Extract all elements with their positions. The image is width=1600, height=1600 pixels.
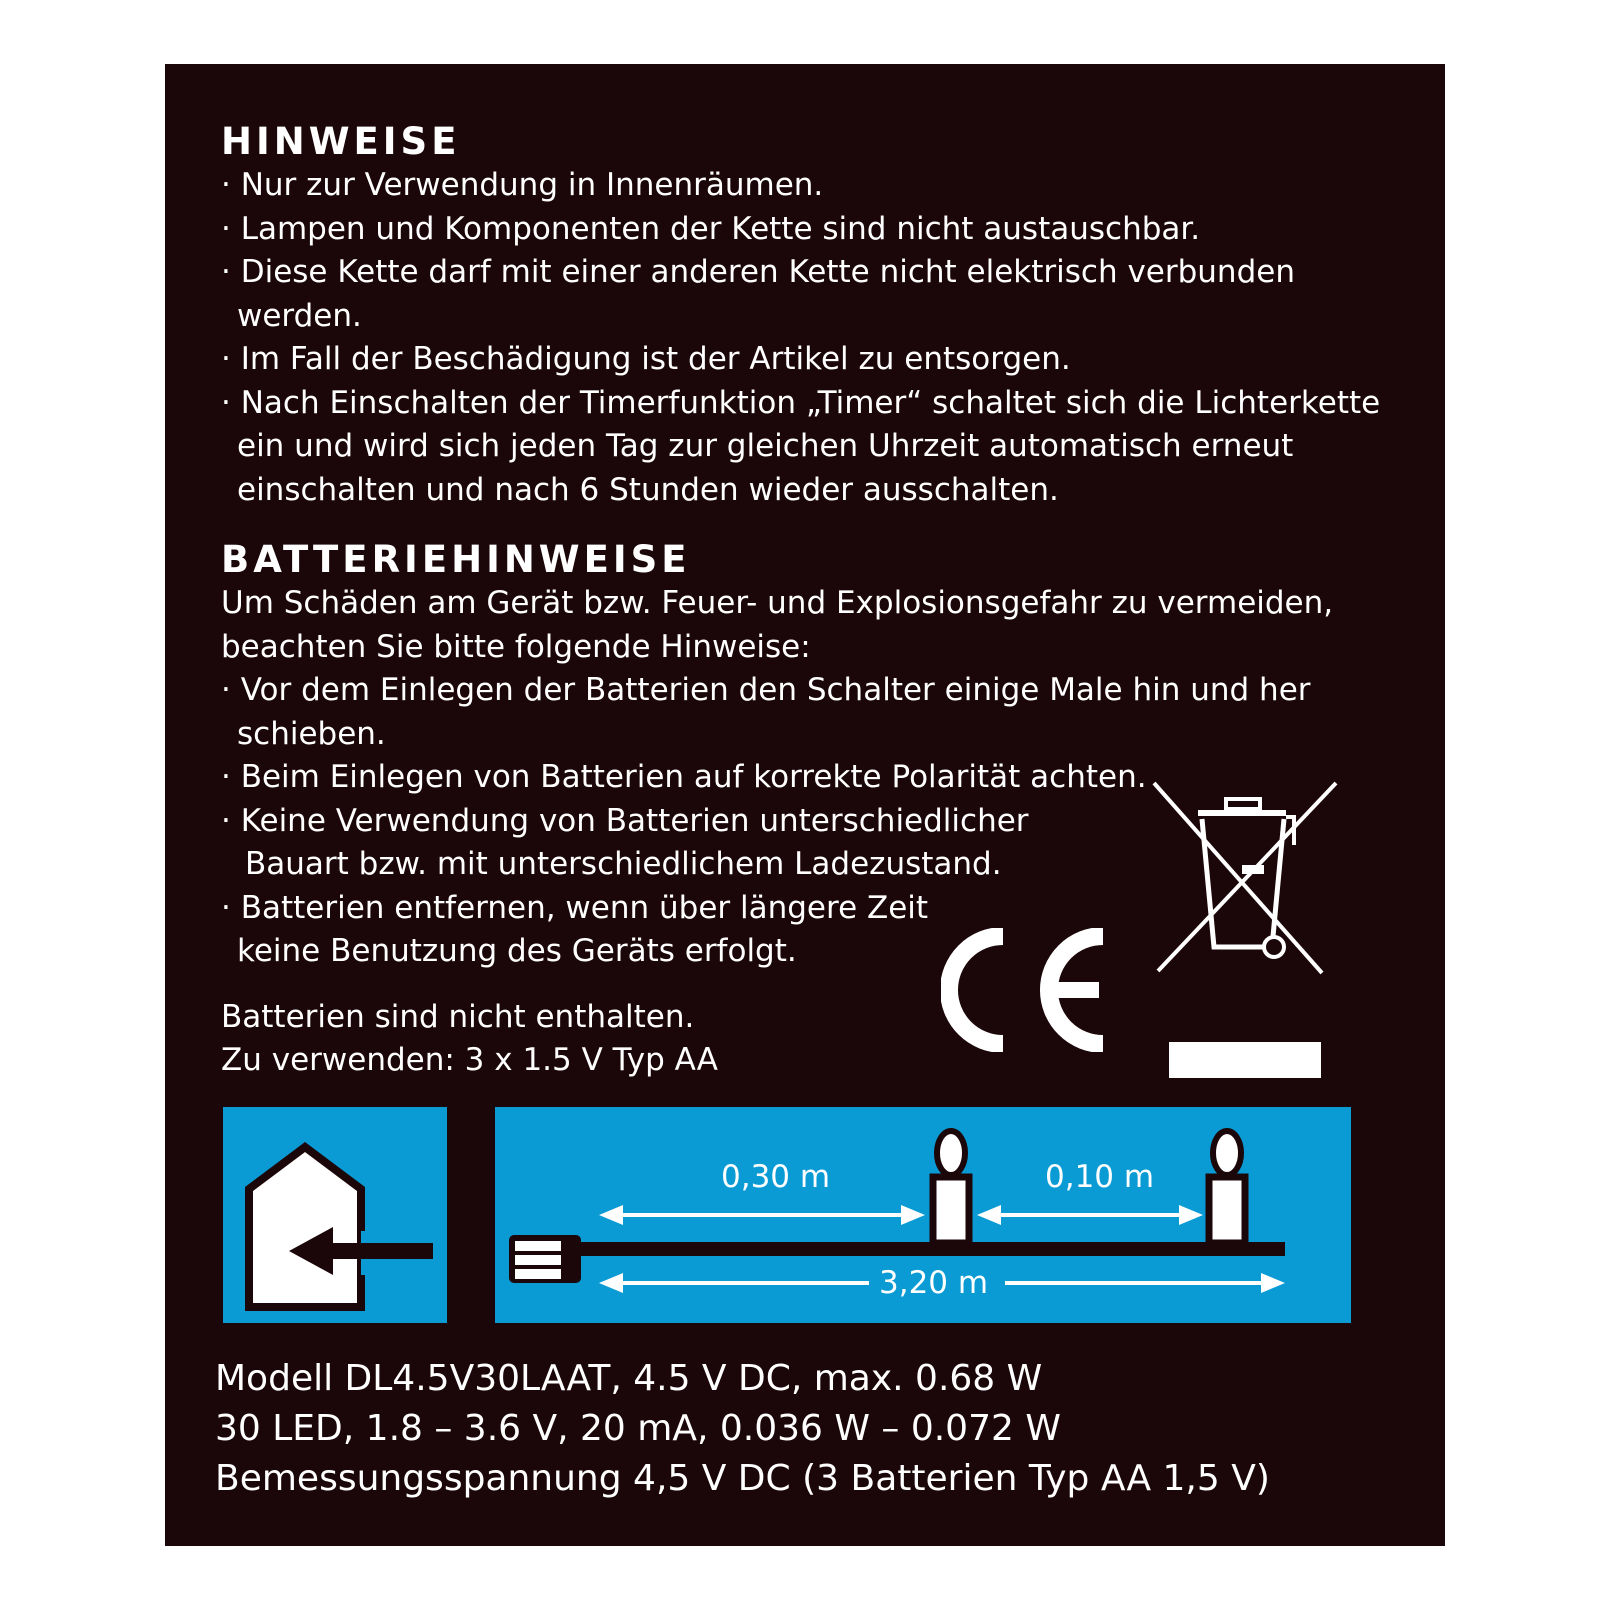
battery-line: · Beim Einlegen von Batterien auf korrekte Polarität achten.: [221, 759, 1147, 795]
notes-line: · Diese Kette darf mit einer anderen Kette nicht elektrisch verbunden: [221, 254, 1295, 290]
battery-line: · Vor dem Einlegen der Batterien den Schalter einige Male hin und her: [221, 672, 1311, 708]
bin-bar-icon: [1169, 1042, 1321, 1078]
notes-line: werden.: [237, 297, 362, 334]
distance-first-arrow: [599, 1205, 925, 1225]
notes-line: ein und wird sich jeden Tag zur gleichen Uhrzeit automatisch erneut: [237, 428, 1294, 464]
indoor-use-icon: [223, 1107, 447, 1323]
notes-line: · Lampen und Komponenten der Kette sind nicht austauschbar.: [221, 210, 1201, 247]
battery-intro: Um Schäden am Gerät bzw. Feuer- und Explosionsgefahr zu vermeiden,: [221, 585, 1334, 621]
battery-line: schieben.: [237, 715, 386, 752]
spec-model: Modell DL4.5V30LAAT, 4.5 V DC, max. 0.68 W: [215, 1358, 1043, 1399]
distance-between-arrow: [977, 1205, 1203, 1225]
battery-line: Bauart bzw. mit unterschiedlichem Ladezustand.: [245, 846, 1002, 882]
notes-line: · Nach Einschalten der Timerfunktion „Timer“ schaltet sich die Lichterkette: [221, 384, 1381, 421]
batteries-not-included: Batterien sind nicht enthalten.: [221, 998, 695, 1035]
spec-led: 30 LED, 1.8 – 3.6 V, 20 mA, 0.036 W – 0.072 W: [215, 1408, 1061, 1449]
total-length-label: 3,20 m: [879, 1265, 989, 1301]
ce-mark-icon: [941, 928, 1111, 1052]
notes-line: · Nur zur Verwendung in Innenräumen.: [221, 167, 824, 203]
battery-line: · Batterien entfernen, wenn über längere Zeit: [221, 889, 929, 926]
chain-diagram: [483, 1095, 1363, 1335]
spec-rated-voltage: Bemessungsspannung 4,5 V DC (3 Batterien Typ AA 1,5 V): [215, 1458, 1270, 1499]
technical-specs: [215, 1354, 1270, 1504]
battery-intro: beachten Sie bitte folgende Hinweise:: [221, 628, 811, 665]
battery-title: BATTERIEHINWEISE: [221, 538, 691, 581]
notes-line: · Im Fall der Beschädigung ist der Artikel zu entsorgen.: [221, 341, 1071, 377]
notes-title: HINWEISE: [221, 120, 461, 163]
candle-led-icon: [1209, 1131, 1245, 1243]
battery-line: keine Benutzung des Geräts erfolgt.: [237, 933, 797, 969]
label-panel: [165, 64, 1445, 1546]
distance-between-label: 0,10 m: [1045, 1159, 1155, 1195]
battery-line: · Keine Verwendung von Batterien unterschiedlicher: [221, 802, 1029, 839]
crossed-bin-icon: [1150, 779, 1342, 977]
batteries-to-use: Zu verwenden: 3 x 1.5 V Typ AA: [221, 1042, 718, 1078]
indoor-use-pictogram: [211, 1095, 459, 1335]
candle-led-icon: [933, 1131, 969, 1243]
notes-line: einschalten und nach 6 Stunden wieder ausschalten.: [237, 471, 1059, 508]
distance-first-label: 0,30 m: [721, 1159, 831, 1195]
battery-pack-icon: [509, 1235, 581, 1283]
